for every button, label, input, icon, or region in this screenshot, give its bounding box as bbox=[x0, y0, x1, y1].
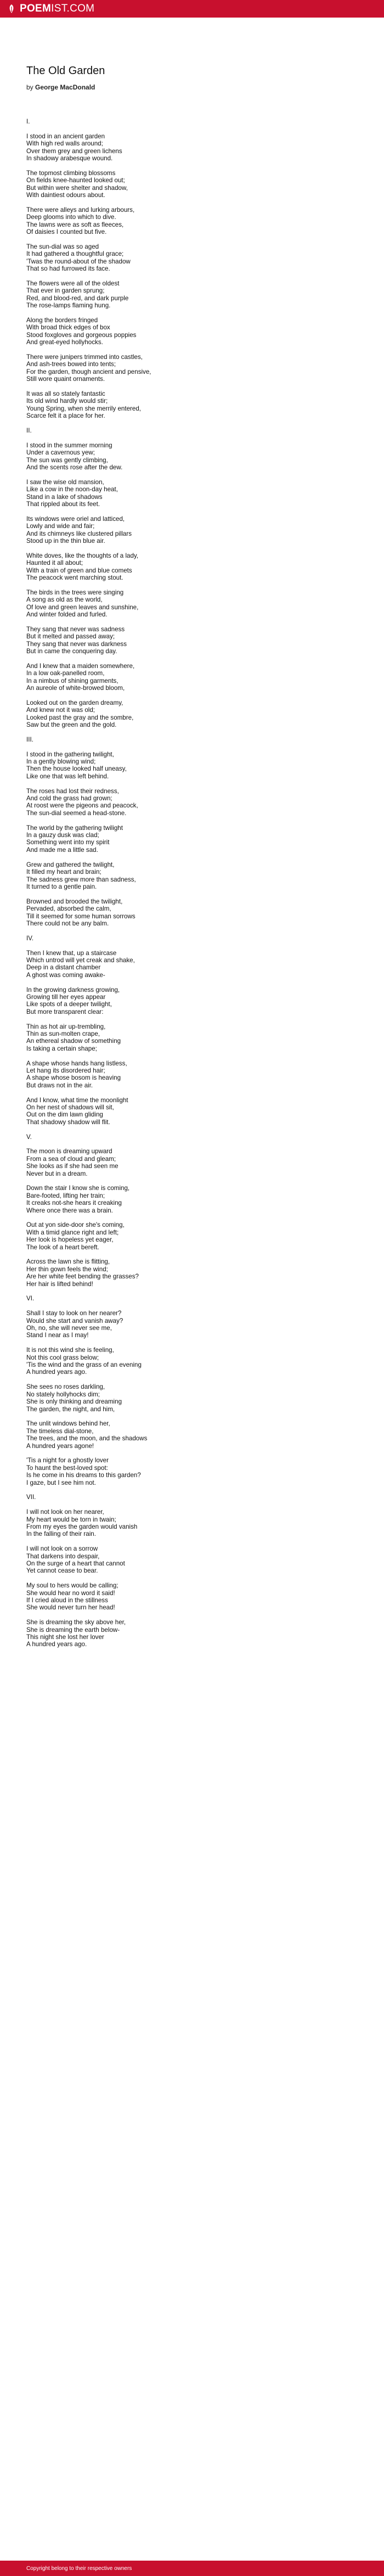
poem-line: Over them grey and green lichens bbox=[26, 147, 122, 155]
poem-line: It turned to a gentle pain. bbox=[26, 883, 97, 890]
poem-line: Then I knew that, up a staircase bbox=[26, 949, 117, 957]
poem-line: Then the house looked half uneasy, bbox=[26, 765, 127, 773]
poem-line: An ethereal shadow of something bbox=[26, 1037, 121, 1045]
poem-line: They sang that never was sadness bbox=[26, 625, 125, 633]
author-name[interactable]: George MacDonald bbox=[35, 83, 95, 91]
poem-line: Is he come in his dreams to this garden? bbox=[26, 1472, 141, 1479]
poem-line: The trees, and the moon, and the shadows bbox=[26, 1435, 148, 1443]
poem-line: Grew and gathered the twilight, bbox=[26, 861, 115, 868]
poem-line: Bare-footed, lifting her train; bbox=[26, 1192, 105, 1199]
poem-line: Young Spring, when she merrily entered, bbox=[26, 405, 142, 412]
site-logo-text: POEMIST.COM bbox=[20, 3, 95, 14]
poem-line: Let hang its disordered hair; bbox=[26, 1067, 105, 1074]
stanza bbox=[26, 986, 355, 1016]
poem-line: Growing till her eyes appear bbox=[26, 993, 106, 1001]
poem-line: If I cried aloud in the stillness bbox=[26, 1596, 108, 1604]
poem-line: But in came the conquering day. bbox=[26, 648, 117, 655]
poem-line: With broad thick edges of box bbox=[26, 324, 110, 332]
poem-line: Red, and blood-red, and dark purple bbox=[26, 294, 129, 302]
poem-line: Still wore quaint ornaments. bbox=[26, 375, 105, 383]
poem-body bbox=[26, 118, 355, 1655]
poem-line: But draws not in the air. bbox=[26, 1081, 93, 1089]
poem-line: At roost were the pigeons and peacock, bbox=[26, 802, 138, 810]
poem-line: I stood in the gathering twilight, bbox=[26, 750, 114, 758]
poem-line: Haunted it all about; bbox=[26, 559, 83, 567]
poem-line: And knew not it was old; bbox=[26, 706, 95, 714]
poem-line: Across the lawn she is flitting, bbox=[26, 1258, 110, 1266]
part-numeral: II. bbox=[26, 426, 32, 434]
poem-line: There were junipers trimmed into castles, bbox=[26, 353, 143, 361]
poem-line: Not this cool grass below; bbox=[26, 1354, 99, 1361]
poem-line: Its windows were oriel and latticed, bbox=[26, 515, 125, 523]
stanza bbox=[26, 861, 355, 891]
poem-line: Of daisies I counted but five. bbox=[26, 228, 107, 236]
poem-line: Stand in a lake of shadows bbox=[26, 493, 103, 501]
poem-line: The sun-dial was so aged bbox=[26, 243, 99, 250]
poem-line: Till it seemed for some human sorrows bbox=[26, 912, 135, 920]
poem-line: Under a cavernous yew; bbox=[26, 449, 95, 457]
part-numeral: VII. bbox=[26, 1494, 36, 1501]
poem-line: In the growing darkness growing, bbox=[26, 986, 120, 994]
site-header bbox=[0, 0, 384, 18]
poem-line: And I knew that a maiden somewhere, bbox=[26, 662, 135, 670]
stanza bbox=[26, 515, 355, 545]
poem-line: Along the borders fringed bbox=[26, 316, 98, 324]
stanza bbox=[26, 206, 355, 236]
poem-line: Looked past the gray and the sombre, bbox=[26, 714, 134, 721]
poem-line: The timeless dial-stone, bbox=[26, 1427, 94, 1435]
stanza bbox=[26, 1060, 355, 1090]
poem-line: With a train of green and blue comets bbox=[26, 566, 132, 574]
poem-line: I stood in an ancient garden bbox=[26, 132, 105, 140]
poem-line: In shadowy arabesque wound. bbox=[26, 155, 113, 162]
poem-line: The sun-dial seemed a head-stone. bbox=[26, 809, 127, 817]
stanza bbox=[26, 243, 355, 273]
poem-line: Scarce felt it a place for her. bbox=[26, 412, 105, 420]
poem-line: The sun was gently climbing, bbox=[26, 456, 108, 464]
poem-line: In a low oak-panelled room, bbox=[26, 670, 105, 677]
poem-line: On the surge of a heart that cannot bbox=[26, 1559, 125, 1567]
poem-line: The flowers were all of the oldest bbox=[26, 279, 120, 287]
poem-line: Deep in a distant chamber bbox=[26, 964, 101, 972]
poem-line: And the scents rose after the dew. bbox=[26, 463, 123, 471]
poem-line: A shape whose bosom is heaving bbox=[26, 1074, 121, 1082]
poem-line: A hundred years ago. bbox=[26, 1368, 87, 1376]
poem-line: It creaks not-she hears it creaking bbox=[26, 1199, 122, 1207]
stanza bbox=[26, 1457, 355, 1486]
poem-line: But within were shelter and shadow, bbox=[26, 184, 128, 192]
poem-line: She sees no roses darkling, bbox=[26, 1383, 105, 1391]
poem-line: And winter folded and furled. bbox=[26, 611, 108, 618]
poem-line: Are her white feet bending the grasses? bbox=[26, 1273, 139, 1281]
poem-line: And cold the grass had grown; bbox=[26, 795, 112, 802]
poem-line: With high red walls around; bbox=[26, 140, 103, 148]
stanza bbox=[26, 1258, 355, 1288]
poem-line: I will not look on a sorrow bbox=[26, 1545, 98, 1553]
poem-line: The moon is dreaming upward bbox=[26, 1148, 112, 1155]
poem-line: Her look is hopeless yet eager, bbox=[26, 1236, 114, 1244]
part-numeral: I. bbox=[26, 118, 30, 125]
stanza bbox=[26, 1508, 355, 1538]
poem-line: In a gauzy dusk was clad; bbox=[26, 832, 99, 839]
part-numeral: VI. bbox=[26, 1295, 35, 1303]
poem-line: The roses had lost their redness, bbox=[26, 787, 119, 795]
stanza bbox=[26, 1185, 355, 1214]
stanza bbox=[26, 1023, 355, 1053]
poem-line: Where once there was a brain. bbox=[26, 1206, 113, 1214]
poem-line: But it melted and passed away; bbox=[26, 633, 115, 641]
poem-line: The sadness grew more than sadness, bbox=[26, 875, 136, 883]
stanza bbox=[26, 442, 355, 472]
poem-line: Thin as hot air up-trembling, bbox=[26, 1023, 106, 1030]
poem-line: Never but in a dream. bbox=[26, 1170, 88, 1177]
poem-line: She is dreaming the sky above her, bbox=[26, 1619, 126, 1626]
poem-line: A ghost was coming awake- bbox=[26, 971, 105, 979]
poem-line: Down the stair I know she is coming, bbox=[26, 1185, 130, 1192]
poem-line: It filled my heart and brain; bbox=[26, 868, 101, 876]
stanza bbox=[26, 133, 355, 162]
poem-line: Her hair is lifted behind! bbox=[26, 1280, 93, 1288]
poem-line: She is only thinking and dreaming bbox=[26, 1398, 122, 1406]
poem-line: I gaze, but I see him not. bbox=[26, 1479, 96, 1486]
poem-line: In the falling of their rain. bbox=[26, 1530, 96, 1538]
poem-line: A hundred years agone! bbox=[26, 1442, 94, 1450]
poem-line: The rose-lamps flaming hung. bbox=[26, 302, 111, 310]
poem-line: The peacock went marching stout. bbox=[26, 574, 123, 581]
poem-line: The garden, the night, and him, bbox=[26, 1405, 115, 1413]
copyright-text: Copyright belong to their respective owners bbox=[26, 2566, 132, 2572]
poem-line: On fields knee-haunted looked out; bbox=[26, 177, 125, 184]
part-numeral: IV. bbox=[26, 934, 34, 942]
stanza bbox=[26, 663, 355, 692]
poem-line: But more transparent clear: bbox=[26, 1008, 104, 1015]
stanza bbox=[26, 589, 355, 619]
poem-line: With daintiest odours about. bbox=[26, 192, 105, 199]
poem-line: 'Tis a night for a ghostly lover bbox=[26, 1457, 109, 1464]
poem-line: There could not be any balm. bbox=[26, 919, 109, 927]
poem-line: Lowly and wide and fair; bbox=[26, 523, 95, 530]
stanza bbox=[26, 353, 355, 383]
poem-line: I will not look on her nearer, bbox=[26, 1508, 104, 1516]
stanza bbox=[26, 626, 355, 655]
poem-line: Of love and green leaves and sunshine, bbox=[26, 603, 139, 611]
stanza bbox=[26, 1346, 355, 1376]
poem-line: She would hear no word it said! bbox=[26, 1589, 115, 1597]
poem-line: My soul to hers would be calling; bbox=[26, 1582, 118, 1590]
poem-line: Its old wind hardly would stir; bbox=[26, 397, 108, 405]
poem-line: Stood foxgloves and gorgeous poppies bbox=[26, 331, 137, 339]
stanza bbox=[26, 1383, 355, 1413]
poem-line: My heart would be torn in twain; bbox=[26, 1516, 116, 1523]
poem-title: The Old Garden bbox=[26, 65, 105, 77]
poem-line: That so had furrowed its face. bbox=[26, 265, 110, 273]
poem-line: Like a cow in the noon-day heat, bbox=[26, 486, 118, 493]
poem-line: The topmost climbing blossoms bbox=[26, 169, 116, 177]
part-numeral: III. bbox=[26, 736, 33, 743]
poem-line: From my eyes the garden would vanish bbox=[26, 1523, 138, 1530]
poem-line: Yet cannot cease to bear. bbox=[26, 1567, 98, 1575]
poem-line: Like spots of a deeper twilight, bbox=[26, 1001, 112, 1008]
stanza bbox=[26, 1619, 355, 1648]
stanza bbox=[26, 170, 355, 199]
stanza bbox=[26, 824, 355, 854]
poem-line: Which untrod will yet creak and shake, bbox=[26, 956, 135, 964]
poem-line: She looks as if she had seen me bbox=[26, 1163, 118, 1170]
poem-line: 'Twas the round-about of the shadow bbox=[26, 257, 131, 265]
stanza bbox=[26, 390, 355, 420]
poem-author: by George MacDonald bbox=[26, 83, 95, 91]
stanza bbox=[26, 1582, 355, 1612]
poem-line: And its chimneys like clustered pillars bbox=[26, 530, 132, 537]
poem-line: A hundred years ago. bbox=[26, 1641, 87, 1648]
poem-line: Looked out on the garden dreamy, bbox=[26, 699, 123, 706]
poem-line: The unlit windows behind her, bbox=[26, 1420, 110, 1428]
poem-line: And made me a little sad. bbox=[26, 846, 98, 854]
poem-line: Pervaded, absorbed the calm, bbox=[26, 905, 111, 913]
poem-line: To haunt the best-loved spot: bbox=[26, 1464, 108, 1472]
poem-line: No stately hollyhocks dim; bbox=[26, 1390, 100, 1398]
stanza bbox=[26, 1148, 355, 1177]
poem-line: Like one that was left behind. bbox=[26, 772, 109, 780]
stanza bbox=[26, 751, 355, 781]
poem-line: Something went into my spirit bbox=[26, 839, 110, 846]
poem-line: It had gathered a thoughtful grace; bbox=[26, 250, 124, 258]
poem-line: Out on the dim lawn gliding bbox=[26, 1111, 103, 1119]
stanza bbox=[26, 699, 355, 729]
poem-line: Her thin gown feels the wind; bbox=[26, 1265, 108, 1273]
poem-line: On her nest of shadows will sit, bbox=[26, 1103, 114, 1111]
stanza bbox=[26, 1310, 355, 1339]
poem-line: Deep glooms into which to dive. bbox=[26, 214, 116, 221]
stanza bbox=[26, 1420, 355, 1450]
poem-line: And great-eyed hollyhocks. bbox=[26, 339, 103, 346]
poem-line: It is not this wind she is feeling, bbox=[26, 1346, 114, 1354]
stanza bbox=[26, 479, 355, 508]
poem-line: They sang that never was darkness bbox=[26, 640, 127, 648]
poem-line: That darkens into despair, bbox=[26, 1552, 100, 1560]
poem-line: White doves, like the thoughts of a lady, bbox=[26, 552, 139, 559]
poem-line: For the garden, though ancient and pensive, bbox=[26, 368, 151, 375]
stanza bbox=[26, 1221, 355, 1251]
stanza bbox=[26, 898, 355, 928]
poem-line: Browned and brooded the twilight, bbox=[26, 897, 123, 905]
poem-line: This night she lost her lover bbox=[26, 1633, 104, 1641]
poem-line: In a nimbus of shining garments, bbox=[26, 677, 118, 684]
stanza bbox=[26, 788, 355, 817]
poem-line: In a gently blowing wind; bbox=[26, 758, 96, 766]
poem-line: With a timid glance right and left; bbox=[26, 1228, 119, 1236]
stanza bbox=[26, 950, 355, 979]
poem-line: Thin as sun-molten crape, bbox=[26, 1030, 100, 1037]
poem-line: Would she start and vanish away? bbox=[26, 1317, 123, 1325]
stanza bbox=[26, 317, 355, 346]
stanza bbox=[26, 552, 355, 582]
poem-line: From a sea of cloud and gleam; bbox=[26, 1155, 116, 1163]
poem-line: Stand I near as I may! bbox=[26, 1332, 89, 1339]
poem-line: She would never turn her head! bbox=[26, 1604, 115, 1612]
poem-line: Out at yon side-door she's coming, bbox=[26, 1221, 125, 1229]
poem-line: That shadowy shadow will flit. bbox=[26, 1118, 110, 1126]
poem-line: The lawns were as soft as fleeces, bbox=[26, 221, 124, 228]
poem-line: Oh, no, she will never see me, bbox=[26, 1325, 112, 1332]
poem-line: She is dreaming the earth below- bbox=[26, 1626, 120, 1634]
stanza bbox=[26, 1097, 355, 1126]
poem-line: Shall I stay to look on her nearer? bbox=[26, 1310, 122, 1317]
poem-line: The world by the gathering twilight bbox=[26, 824, 123, 832]
poem-line: The look of a heart bereft. bbox=[26, 1243, 99, 1251]
poem-line: A shape whose hands hang listless, bbox=[26, 1059, 127, 1067]
poem-line: The birds in the trees were singing bbox=[26, 588, 124, 596]
quill-icon bbox=[7, 4, 16, 14]
stanza bbox=[26, 1545, 355, 1575]
poem-line: It was all so stately fantastic bbox=[26, 390, 105, 397]
poem-line: 'Tis the wind and the grass of an evening bbox=[26, 1361, 142, 1369]
poem-line: Is taking a certain shape; bbox=[26, 1045, 97, 1052]
poem-line: I saw the wise old mansion, bbox=[26, 478, 104, 486]
poem-line: Saw but the green and the gold. bbox=[26, 721, 117, 729]
poem-line: There were alleys and lurking arbours, bbox=[26, 206, 135, 214]
part-numeral: V. bbox=[26, 1133, 32, 1141]
site-logo[interactable] bbox=[7, 3, 94, 14]
poem-line: A song as old as the world, bbox=[26, 596, 103, 604]
poem-line: An aureole of white-browed bloom, bbox=[26, 684, 125, 692]
poem-line: That ever in garden sprung; bbox=[26, 287, 105, 295]
poem-line: Stood up in the thin blue air. bbox=[26, 537, 105, 545]
poem-line: I stood in the summer morning bbox=[26, 441, 112, 449]
site-footer bbox=[0, 2561, 384, 2576]
poem-line: That rippled about its feet. bbox=[26, 500, 100, 508]
poem-line: And I know, what time the moonlight bbox=[26, 1096, 128, 1104]
poem-line: And ash-trees bowed into tents; bbox=[26, 361, 116, 368]
stanza bbox=[26, 280, 355, 310]
